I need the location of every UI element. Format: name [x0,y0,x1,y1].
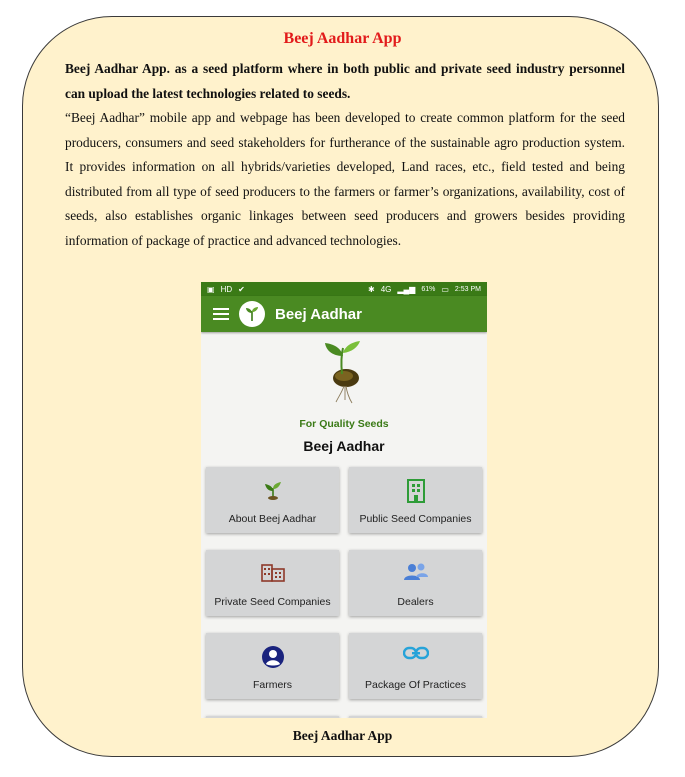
app-screenshot [201,282,487,718]
tagline: For Quality Seeds [299,418,389,430]
intro-bold-paragraph: Beej Aadhar App. as a seed platform where in both public and private seed industry personnel can upload the latest technologies related to seeds. [65,61,625,101]
tile-next-row-left[interactable] [206,716,339,718]
tile-label: Public Seed Companies [359,513,472,525]
signal-icon: ▂▄▆ [397,284,416,294]
tile-label: Dealers [397,596,434,608]
tile-label: Package Of Practices [365,679,466,691]
office-building-icon [405,479,427,508]
app-logo-icon [239,301,265,327]
battery-percent: 61% [421,285,436,293]
notification-icon: ▣ [207,284,215,294]
tile-farmers[interactable] [206,633,339,699]
page-title: Beej Aadhar App [283,30,402,47]
factory-icon [261,562,285,587]
intro-body-paragraph: “Beej Aadhar” mobile app and webpage has been developed to create common platform for the seed producers, consumers and seed stakeholders for furtherance of the sustainable agro production system. It provides information on all hybrids/varieties developed, Land races, etc., field tested and being distributed from all type of seed producers to the farmers or farmer’s organizations, availability, cost of seeds, also establishes organic linkages between seed producers and growers besides providing information of package of practice and advanced technologies. [65,110,625,248]
tile-label: Farmers [252,679,293,691]
tile-dealers[interactable] [349,550,482,616]
tile-public-seed-companies[interactable] [349,467,482,533]
tile-about-beej-aadhar[interactable] [206,467,339,533]
status-time: 2:53 PM [454,285,481,293]
app-title: Beej Aadhar [275,305,362,323]
twitter-icon: ✔ [238,284,245,294]
hd-icon: HD [220,284,233,294]
tile-package-of-practices[interactable] [349,633,482,699]
tile-next-row-right[interactable] [349,716,482,718]
battery-icon: ▭ [441,284,449,294]
figure-caption: Beej Aadhar App [292,728,393,743]
tile-private-seed-companies[interactable] [206,550,339,616]
account-circle-icon [261,645,285,674]
seedling-hero-icon [201,340,487,411]
link-icon [403,645,429,666]
seedling-icon [262,479,284,506]
tile-label: Private Seed Companies [214,596,331,608]
app-bar [201,296,487,332]
network-label: 4G [380,284,392,294]
people-group-icon [403,562,429,587]
tile-label: About Beej Aadhar [228,513,317,525]
brand-heading: Beej Aadhar [303,438,385,454]
bluetooth-icon: ✱ [367,284,375,294]
menu-icon[interactable] [213,308,229,320]
status-bar [201,282,487,296]
